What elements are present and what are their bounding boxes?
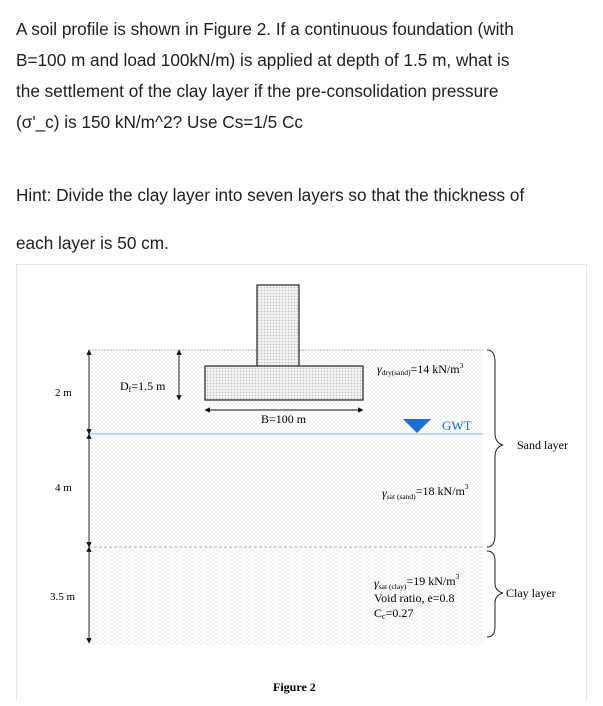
soil-profile-diagram: [17, 265, 586, 701]
question-line: the settlement of the clay layer if the pre-consolidation pressure: [16, 81, 499, 101]
question-text: [16, 14, 591, 138]
sand-dry-unit-weight: γdry(sand)=14 $kN/m^3$: [377, 361, 464, 377]
question-line: A soil profile is shown in Figure 2. If a continuous foundation (with: [16, 19, 514, 39]
dim-label-2m: 2 m: [55, 387, 72, 399]
clay-compression-index: Cc=0.27: [374, 606, 414, 621]
clay-layer-brace: [487, 551, 503, 637]
dim-label-3-5m: 3.5 m: [50, 591, 76, 603]
figure-caption: Figure 2: [273, 680, 316, 694]
b-label: B=100 m: [261, 412, 307, 426]
hint-line: each layer is 50 cm.: [16, 233, 169, 254]
foundation-column: [257, 285, 299, 367]
foundation-footing: [205, 366, 363, 400]
figure-2: [16, 264, 587, 700]
gwt-label: GWT: [442, 418, 472, 433]
sand-layer-label: Sand layer: [517, 438, 568, 452]
df-label: Df=1.5 m: [120, 379, 166, 394]
clay-void-ratio: Void ratio, e=0.8: [374, 591, 455, 605]
dim-label-4m: 4 m: [55, 482, 72, 494]
question-line: B=100 m and load 100kN/m) is applied at depth of 1.5 m, what is: [16, 50, 510, 70]
question-line: (σ'_c) is 150 kN/m^2? Use Cs=1/5 Cc: [16, 112, 304, 132]
clay-sat-unit-weight: γsat (clay)=19 $kN/m^3$: [374, 572, 460, 591]
sand-layer-brace: [487, 350, 503, 547]
clay-layer-label: Clay layer: [506, 586, 556, 600]
hint-text: [16, 163, 591, 277]
hint-line: Hint: Divide the clay layer into seven layers so that the thickness of: [16, 185, 525, 206]
sand-sat-unit-weight: γsat (sand)=18 $kN/m^3$: [382, 482, 469, 501]
